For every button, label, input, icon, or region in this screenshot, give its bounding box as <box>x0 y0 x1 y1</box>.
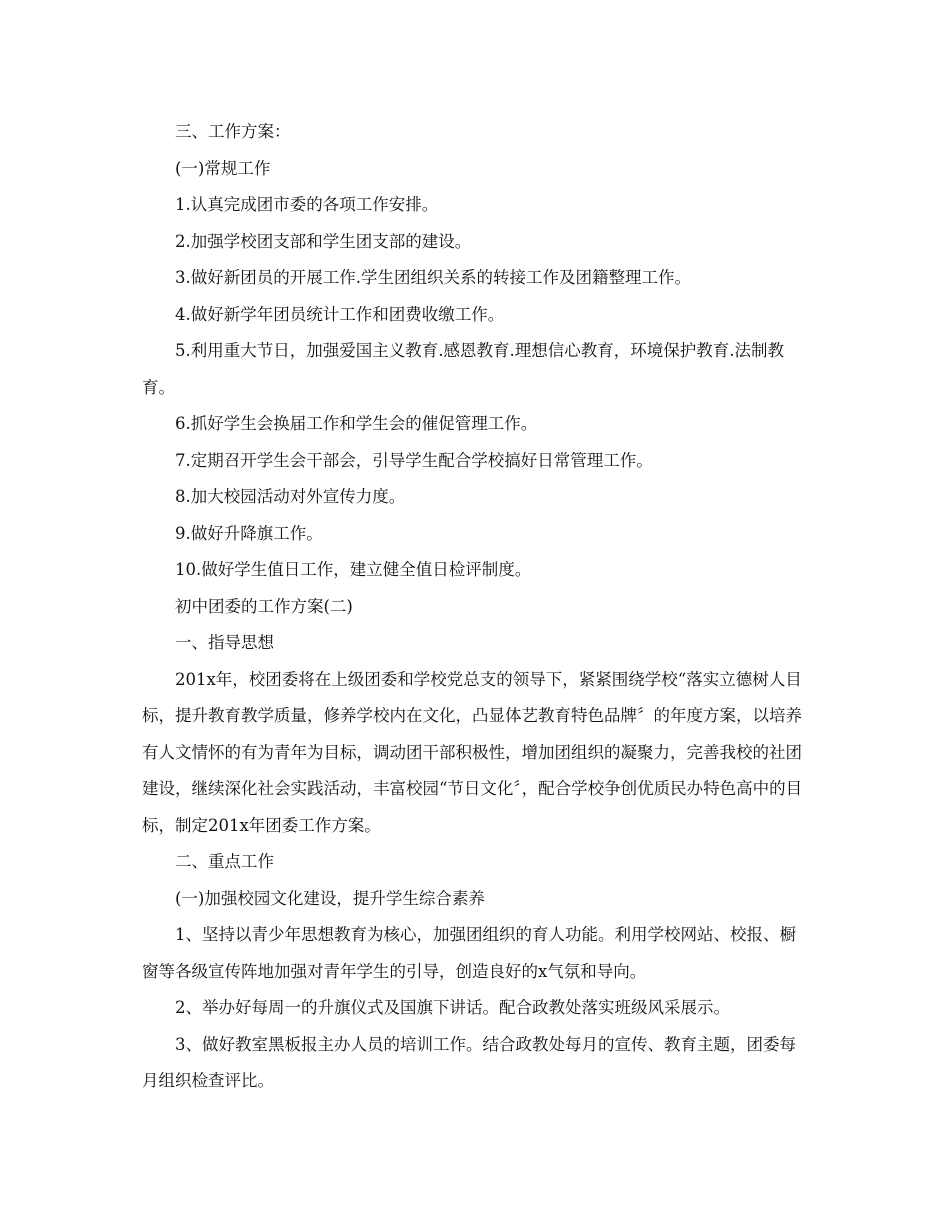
body-paragraph: 201x年，校团委将在上级团委和学校党总支的领导下，紧紧围绕学校“落实立德树人目标，提升教育教学质量，修养学校内在文化，凸显体艺教育特色品牌〞的年度方案，以培养有人文情怀的有为青年为目标，调动团干部积极性，增加团组织的凝聚力，完善我校的社团建设，继续深化社会实践活动，丰富校园“节日文化〞，配合学校争创优质民办特色高中的目标，制定201x年团委工作方案。 <box>142 669 803 835</box>
list-item: 6.抓好学生会换届工作和学生会的催促管理工作。 <box>175 414 538 433</box>
list-item: 3.做好新团员的开展工作.学生团组织关系的转接工作及团籍整理工作。 <box>175 268 691 287</box>
list-item: 9.做好升降旗工作。 <box>175 523 323 543</box>
list-item: 2.加强学校团支部和学生团支部的建设。 <box>175 231 472 251</box>
list-item: 3、做好教室黑板报主办人员的培训工作。结合政教处每月的宣传、教育主题，团委每月组织检查评比。 <box>142 1034 796 1090</box>
list-item: 10.做好学生值日工作，建立健全值日检评制度。 <box>175 560 532 579</box>
list-item: 1.认真完成团市委的各项工作安排。 <box>175 195 439 214</box>
list-item: 2、举办好每周一的升旗仪式及国旗下讲话。配合政教处落实班级风采展示。 <box>175 998 730 1017</box>
list-item: 4.做好新学年团员统计工作和团费收缴工作。 <box>175 304 505 324</box>
section-title-plan-two: 初中团委的工作方案(二) <box>175 596 353 616</box>
list-item: 5.利用重大节日，加强爱国主义教育.感恩教育.理想信心教育，环境保护教育.法制教育。 <box>142 341 784 397</box>
list-item: 8.加大校园活动对外宣传力度。 <box>175 487 406 506</box>
heading-guiding-ideology: 一、指导思想 <box>175 633 274 652</box>
subheading-campus-culture: (一)加强校园文化建设，提升学生综合素养 <box>175 888 485 908</box>
heading-work-plan: 三、工作方案： <box>175 122 291 141</box>
list-item: 1、坚持以青少年思想教育为核心，加强团组织的育人功能。利用学校网站、校报、橱窗等各级宣传阵地加强对青年学生的引导，创造良好的x气氛和导向。 <box>142 925 796 981</box>
document-body <box>142 114 810 1100</box>
subheading-routine-work: (一)常规工作 <box>175 158 271 178</box>
list-item: 7.定期召开学生会干部会，引导学生配合学校搞好日常管理工作。 <box>175 450 653 470</box>
heading-key-work: 二、重点工作 <box>175 852 274 871</box>
